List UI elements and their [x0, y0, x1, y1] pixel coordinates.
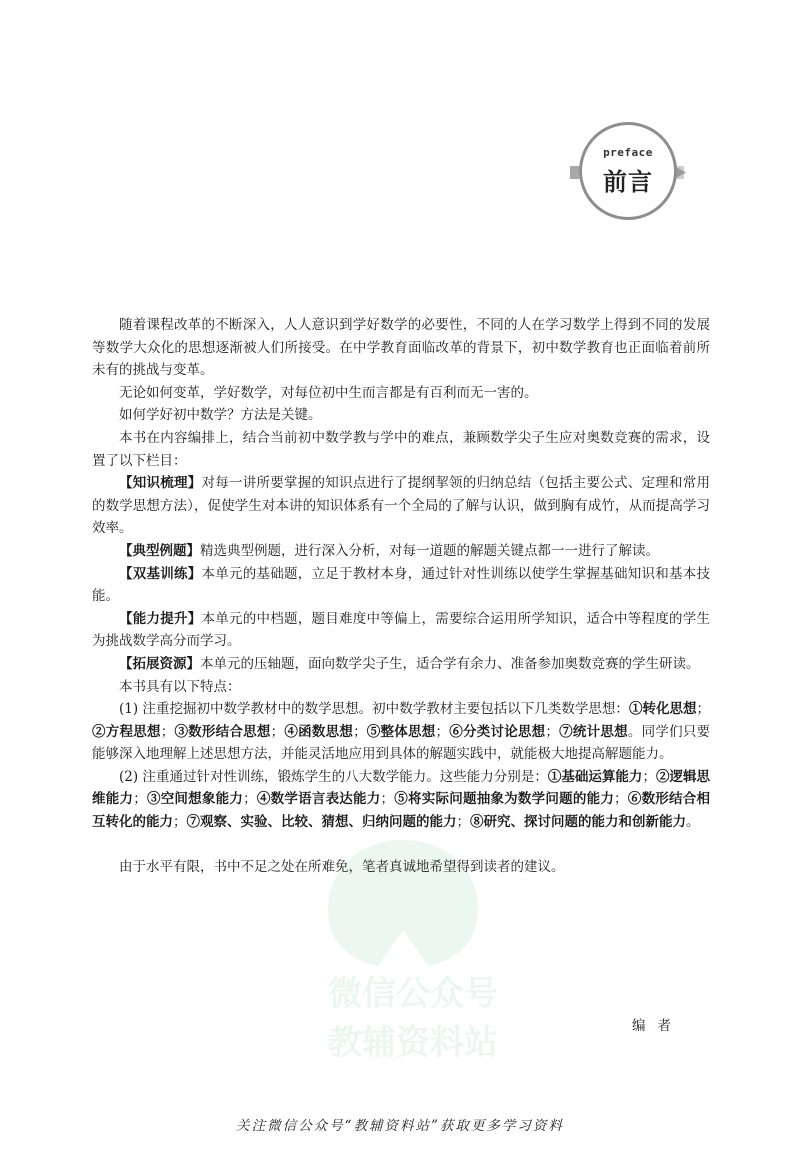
paragraph-closing: 由于水平有限，书中不足之处在所难免，笔者真诚地希望得到读者的建议。 — [119, 858, 565, 875]
thinking-item: ④函数思想 — [284, 723, 354, 740]
preface-body — [92, 314, 710, 878]
preface-badge — [568, 118, 686, 230]
thinking-item: ⑦统计思想 — [558, 723, 628, 740]
section-item — [92, 608, 710, 653]
thinking-item: ②方程思想 — [92, 723, 161, 740]
section-item — [92, 472, 710, 540]
section-name: 【能力提升】 — [119, 610, 202, 627]
section-text: 本单元的中档题，题目难度中等偏上，需要综合运用所学知识，适合中等程度的学生为挑战数学高分而学习。 — [92, 610, 710, 650]
feature-thinking: (1) 注重挖掘初中数学教材中的数学思想。初中数学教材主要包括以下几类数学思想：①转化思想；②方程思想；③数形结合思想；④函数思想；⑤整体思想；⑥分类讨论思想；⑦统计思想。同学们只要能够深入地理解上述思想方法，并能灵活地应用到具体的解题实践中，就能极大地提高解题能力。 — [92, 701, 711, 763]
paragraph-question: 如何学好初中数学？方法是关键。 — [119, 407, 322, 424]
ability-item: ③空间想象能力 — [146, 791, 244, 808]
badge-english-title: preface — [603, 146, 653, 159]
ability-item: ⑤将实际问题抽象为数学问题的能力 — [394, 791, 615, 808]
thinking-item: ⑤整体思想 — [366, 723, 436, 740]
section-name: 【知识梳理】 — [119, 475, 202, 492]
section-item — [92, 540, 710, 563]
features-intro: 本书具有以下特点： — [119, 678, 241, 695]
paragraph-stance: 无论如何变革，学好数学，对每位初中生而言都是有百利而无一害的。 — [119, 384, 538, 401]
paragraph-layout: 本书在内容编排上，结合当前初中数学教与学中的难点，兼顾数学尖子生应对奥数竞赛的需求，设置了以下栏目： — [92, 429, 710, 469]
section-text: 本单元的基础题，立足于教材本身，通过针对性训练以使学生掌握基础知识和基本技能。 — [92, 565, 710, 605]
watermark-line2: 教辅资料站 — [328, 1023, 498, 1063]
thinking-item: ⑥分类讨论思想 — [449, 723, 546, 740]
signature: 编者 — [632, 1018, 683, 1034]
ability-item: ④数学语言表达能力 — [256, 791, 381, 808]
section-name: 【双基训练】 — [119, 565, 202, 582]
feature-abilities: (2) 注重通过针对性训练，锻炼学生的八大数学能力。这些能力分别是：①基础运算能力；②逻辑思维能力；③空间想象能力；④数学语言表达能力；⑤将实际问题抽象为数学问题的能力；⑥数形结合相互转化的能力；⑦观察、实验、比较、猜想、归纳问题的能力；⑧研究、探讨问题的能力和创新能力。 — [92, 768, 711, 831]
ability-item: ①基础运算能力 — [547, 768, 643, 785]
feature-tail: 。同学们只要能够深入地理解上述思想方法，并能灵活地应用到具体的解题实践中，就能极大地提高解题能力。 — [92, 723, 711, 763]
section-text: 精选典型例题，进行深入分析，对每一道题的解题关键点都一一进行了解读。 — [200, 542, 659, 559]
section-text: 本单元的压轴题，面向数学尖子生，适合学有余力、准备参加奥数竞赛的学生研读。 — [200, 655, 700, 672]
watermark-line1: 微信公众号 — [328, 974, 498, 1014]
ability-item: ⑧研究、探讨问题的能力和创新能力 — [470, 814, 686, 831]
thinking-item: ①转化思想 — [628, 701, 697, 718]
section-item — [92, 653, 710, 676]
section-name: 【典型例题】 — [119, 542, 200, 559]
ability-item: ②逻辑思维能力 — [92, 768, 711, 808]
paragraph-intro: 随着课程改革的不断深入，人人意识到学好数学的必要性，不同的人在学习数学上得到不同的发展等数学大众化的思想逐渐被人们所接受。在中学教育面临改革的背景下，初中数学教育也正面临着前所未有的挑战与变革。 — [92, 317, 710, 379]
feature-lead: (2) 注重通过针对性训练，锻炼学生的八大数学能力。这些能力分别是： — [119, 768, 548, 785]
section-item — [92, 563, 710, 608]
footer-note: 关注微信公众号“教辅资料站”获取更多学习资料 — [236, 1118, 564, 1134]
section-text: 对每一讲所要掌握的知识点进行了提纲挈领的归纳总结（包括主要公式、定理和常用的数学思想方法），促使学生对本讲的知识体系有一个全局的了解与认识，做到胸有成竹，从而提高学习效率。 — [92, 475, 710, 537]
ability-item: ⑦观察、实验、比较、猜想、归纳问题的能力 — [186, 814, 457, 831]
feature-lead: (1) 注重挖掘初中数学教材中的数学思想。初中数学教材主要包括以下几类数学思想： — [119, 701, 629, 718]
ability-item: ⑥数形结合相互转化的能力 — [92, 791, 711, 831]
thinking-item: ③数形结合思想 — [174, 723, 271, 740]
page-title: 前言 — [603, 168, 653, 196]
section-name: 【拓展资源】 — [119, 655, 200, 672]
